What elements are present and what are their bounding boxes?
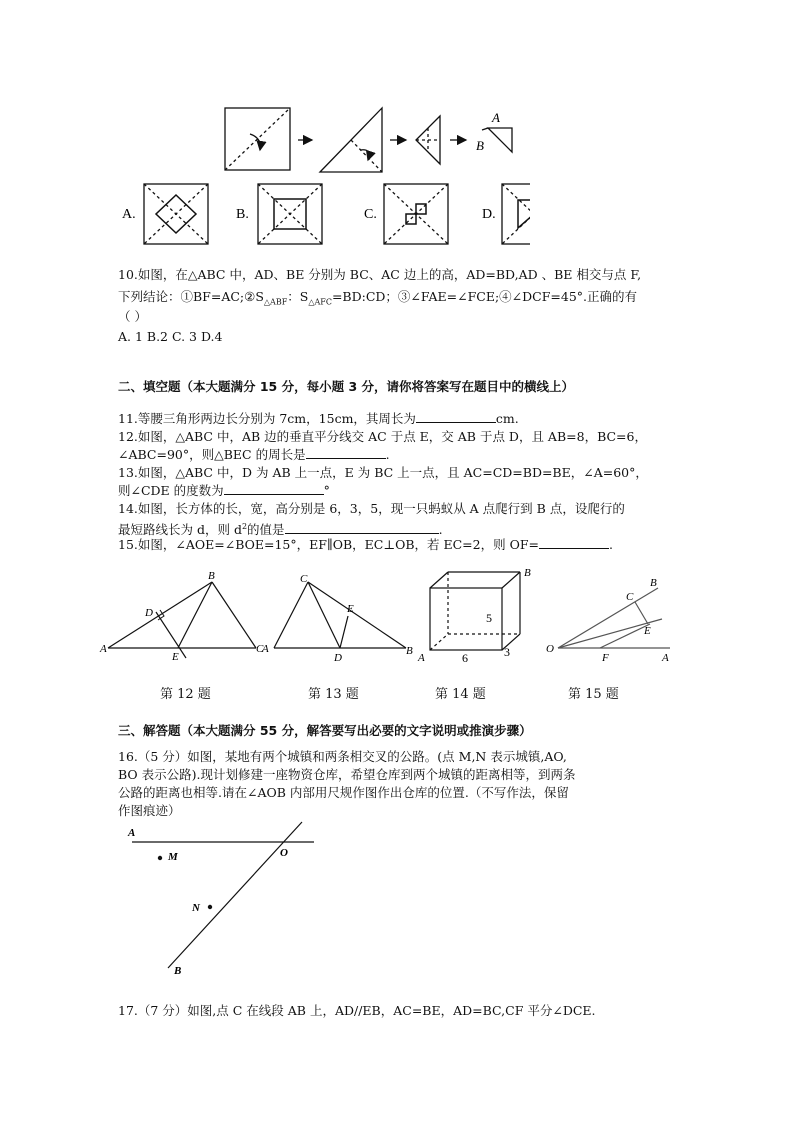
q12-answer-blank[interactable]: [306, 446, 386, 459]
fig12-label-c: C: [256, 643, 264, 655]
q16-line3: 公路的距离也相等.请在∠AOB 内部用尺规作图作出仓库的位置.（不写作法，保留: [118, 785, 569, 800]
fig15-label-a: A: [662, 652, 669, 664]
fig14-caption: 第 14 题: [435, 687, 486, 702]
option-d-square: [502, 184, 530, 244]
q13-line2: 则∠CDE 的度数为 °: [118, 483, 330, 498]
q10-line1: 10.如图，在△ABC 中，AD、BE 分别为 BC、AC 边上的高，AD=BD,AD 、BE 相交与点 F,: [118, 267, 642, 282]
section2-heading: 二、填空题（本大题满分 15 分，每小题 3 分，请你将答案写在题目中的横线上）: [118, 379, 575, 394]
q12-line1: 12.如图，△ABC 中，AB 边的垂直平分线交 AC 于点 E，交 AB 于点 D，且 AB=8，BC=6，: [118, 429, 647, 444]
option-a-label: A.: [122, 207, 136, 222]
fig14-label-a: A: [418, 652, 425, 664]
fig15-label-f: F: [602, 652, 609, 664]
figure-12: [98, 568, 264, 668]
fig13-label-d: D: [334, 652, 342, 664]
fig12-label-a: A: [100, 643, 107, 655]
q14-answer-blank[interactable]: [285, 521, 439, 534]
option-d-label: D.: [482, 207, 496, 222]
figure-15: [540, 572, 680, 668]
option-c-label: C.: [364, 207, 377, 222]
q17: 17.（7 分）如图,点 C 在线段 AB 上，AD//EB，AC=BE，AD=BC,CF 平分∠DCE.: [118, 1003, 596, 1018]
fig16-label-m: M: [168, 851, 178, 863]
fig16-label-a: A: [128, 827, 136, 839]
fig13-label-e: E: [347, 603, 354, 615]
fig16-label-n: N: [192, 902, 200, 914]
q13-answer-blank[interactable]: [224, 482, 324, 495]
q10-line2: 下列结论：$①BF=AC;②S_{\triangle ABF}$：$S_{\triangle AFC}=BD:CD$；③∠FAE=∠FCE;④∠DCF=45°.正确的有: [118, 289, 638, 307]
fig15-label-c: C: [626, 591, 634, 603]
fig12-label-e: E: [172, 651, 179, 663]
fig15-label-b: B: [650, 577, 657, 589]
town-m-dot: [158, 856, 162, 860]
fig12-label-d: D: [145, 607, 153, 619]
q11: 11.等腰三角形两边长分别为 7cm，15cm，其周长为 cm.: [118, 411, 519, 426]
q16-line1: 16.（5 分）如图，某地有两个城镇和两条相交叉的公路。(点 M,N 表示城镇,AO,: [118, 749, 567, 764]
fig12-caption: 第 12 题: [160, 687, 211, 702]
fold-step-4-shape: [488, 128, 512, 152]
fig14-width: 3: [504, 645, 510, 659]
q14-line2: 最短路线长为 d，则 $d^2$的值是 .: [118, 522, 443, 538]
option-b-label: B.: [236, 207, 249, 222]
section3-heading: 三、解答题（本大题满分 55 分，解答要写出必要的文字说明或推演步骤）: [118, 723, 532, 738]
fig14-height: 5: [486, 611, 492, 625]
fold-label-b: B: [476, 138, 484, 153]
q13-line1: 13.如图，△ABC 中，D 为 AB 上一点，E 为 BC 上一点，且 AC=CD=BD=BE，∠A=60°，: [118, 465, 648, 480]
figure-14: [412, 564, 542, 668]
q16-line4: 作图痕迹）: [118, 803, 181, 818]
q16-line2: BO 表示公路).现计划修建一座物资仓库，希望仓库到两个城镇的距离相等，到两条: [118, 767, 576, 782]
fig16-label-o: O: [280, 847, 288, 859]
town-n-dot: [208, 905, 212, 909]
q15: 15.如图，∠AOE=∠BOE=15°，EF∥OB，EC⊥OB，若 EC=2，则 OF= .: [118, 537, 613, 552]
fig13-label-b: B: [406, 645, 413, 657]
fig13-label-c: C: [300, 573, 308, 585]
fig15-label-o: O: [546, 643, 554, 655]
fig15-caption: 第 15 题: [568, 687, 619, 702]
q10-paren: （ ）: [118, 309, 147, 324]
q15-answer-blank[interactable]: [539, 536, 609, 549]
q10-choices: A. 1 B.2 C. 3 D.4: [118, 329, 223, 344]
figure-16: [120, 818, 330, 983]
q14-line1: 14.如图，长方体的长，宽，高分别是 6，3，5，现一只蚂蚁从 A 点爬行到 B 点，设爬行的: [118, 501, 625, 516]
folding-figure: [110, 100, 530, 250]
q12-line2: ∠ABC=90°，则△BEC 的周长是 .: [118, 447, 390, 462]
fig13-label-a: A: [262, 643, 269, 655]
fig14-length: 6: [462, 651, 468, 665]
fig14-label-b: B: [524, 567, 531, 579]
fig12-label-b: B: [208, 570, 215, 582]
fig15-label-e: E: [644, 625, 651, 637]
fold-label-a: A: [492, 110, 500, 125]
fig13-caption: 第 13 题: [308, 687, 359, 702]
q11-answer-blank[interactable]: [416, 410, 496, 423]
figure-13: [260, 568, 420, 668]
fig16-label-b: B: [174, 965, 182, 977]
